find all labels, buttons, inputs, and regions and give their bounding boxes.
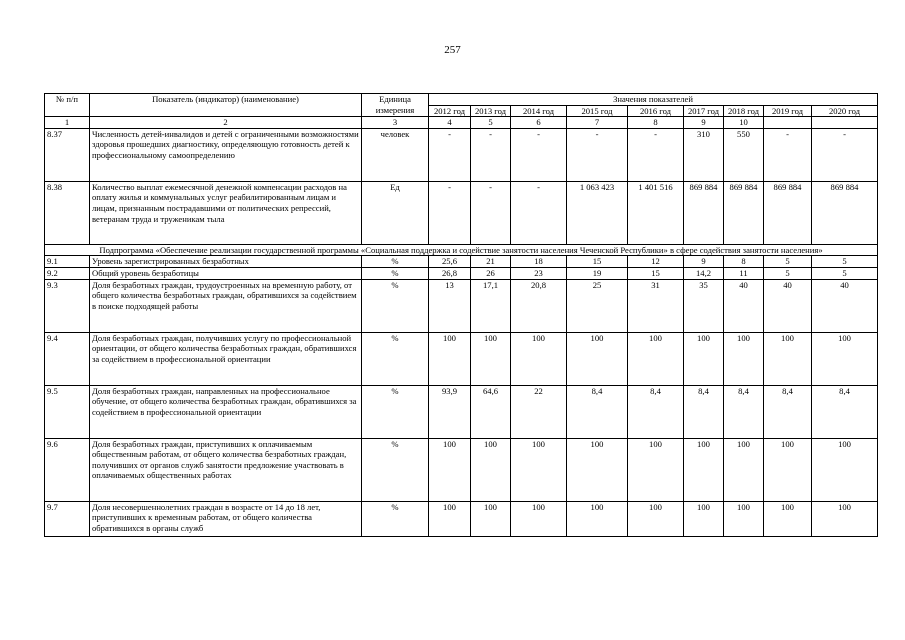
column-number bbox=[812, 117, 878, 129]
value-cell: 15 bbox=[628, 267, 684, 279]
column-number: 10 bbox=[724, 117, 764, 129]
value-cell: 100 bbox=[764, 501, 812, 536]
row-number: 8.38 bbox=[45, 181, 90, 244]
value-cell: 100 bbox=[429, 438, 471, 501]
column-number bbox=[764, 117, 812, 129]
value-cell: 12 bbox=[628, 256, 684, 268]
header-year: 2017 год bbox=[684, 105, 724, 117]
value-cell: 100 bbox=[567, 438, 628, 501]
value-cell: 100 bbox=[684, 438, 724, 501]
header-values: Значения показателей bbox=[429, 94, 878, 106]
header-year: 2019 год bbox=[764, 105, 812, 117]
value-cell: - bbox=[429, 128, 471, 181]
value-cell: 1 401 516 bbox=[628, 181, 684, 244]
table-row bbox=[45, 385, 878, 438]
value-cell: 8,4 bbox=[628, 385, 684, 438]
column-number: 6 bbox=[511, 117, 567, 129]
value-cell: - bbox=[628, 128, 684, 181]
value-cell: 100 bbox=[511, 332, 567, 385]
value-cell: 8,4 bbox=[724, 385, 764, 438]
unit-cell: Ед bbox=[362, 181, 429, 244]
unit-cell: % bbox=[362, 385, 429, 438]
row-number: 9.3 bbox=[45, 279, 90, 332]
row-number: 9.1 bbox=[45, 256, 90, 268]
value-cell: 100 bbox=[511, 501, 567, 536]
value-cell: - bbox=[511, 181, 567, 244]
column-number: 2 bbox=[90, 117, 362, 129]
value-cell: 100 bbox=[764, 332, 812, 385]
unit-cell: % bbox=[362, 438, 429, 501]
value-cell: 8,4 bbox=[764, 385, 812, 438]
value-cell: 100 bbox=[471, 438, 511, 501]
table-row bbox=[45, 332, 878, 385]
value-cell: 26,8 bbox=[429, 267, 471, 279]
value-cell: 100 bbox=[471, 332, 511, 385]
indicator-name: Доля несовершеннолетних граждан в возрасте от 14 до 18 лет, приступивших к временным работам, от общего количества обратившихся в органы служб bbox=[90, 501, 362, 536]
value-cell: 5 bbox=[812, 267, 878, 279]
value-cell: - bbox=[429, 181, 471, 244]
header-year: 2012 год bbox=[429, 105, 471, 117]
value-cell: 100 bbox=[684, 332, 724, 385]
value-cell: 1 063 423 bbox=[567, 181, 628, 244]
table-row bbox=[45, 256, 878, 268]
value-cell: 40 bbox=[812, 279, 878, 332]
value-cell: - bbox=[471, 181, 511, 244]
value-cell: 869 884 bbox=[812, 181, 878, 244]
value-cell: 8,4 bbox=[812, 385, 878, 438]
column-number: 7 bbox=[567, 117, 628, 129]
value-cell: 100 bbox=[684, 501, 724, 536]
column-number: 1 bbox=[45, 117, 90, 129]
value-cell: 100 bbox=[567, 501, 628, 536]
value-cell: 100 bbox=[429, 332, 471, 385]
value-cell: - bbox=[511, 128, 567, 181]
table-row bbox=[45, 128, 878, 181]
subprogram-section bbox=[45, 244, 878, 256]
value-cell: 9 bbox=[684, 256, 724, 268]
value-cell: 100 bbox=[724, 332, 764, 385]
value-cell: 21 bbox=[471, 256, 511, 268]
value-cell: 26 bbox=[471, 267, 511, 279]
column-number: 3 bbox=[362, 117, 429, 129]
value-cell: 5 bbox=[764, 256, 812, 268]
value-cell: 100 bbox=[812, 332, 878, 385]
value-cell: 100 bbox=[628, 438, 684, 501]
unit-cell: % bbox=[362, 267, 429, 279]
indicator-name: Уровень зарегистрированных безработных bbox=[90, 256, 362, 268]
row-number: 9.2 bbox=[45, 267, 90, 279]
value-cell: 25 bbox=[567, 279, 628, 332]
value-cell: 100 bbox=[764, 438, 812, 501]
indicator-name: Доля безработных граждан, приступивших к оплачиваемым общественным работам, от общего количества безработных граждан, получивших от органов служб занятости предложение участвовать в оплачиваемых общественных работах bbox=[90, 438, 362, 501]
indicator-name: Численность детей-инвалидов и детей с ограниченными возможностями здоровья прошедших диагностику, определяющую готовность детей к профессиональному самоопределению bbox=[90, 128, 362, 181]
indicator-name: Доля безработных граждан, направленных на профессиональное обучение, от общего количества безработных граждан, обратившихся за содействием в профессиональной ориентации bbox=[90, 385, 362, 438]
value-cell: 100 bbox=[628, 501, 684, 536]
page-number: 257 bbox=[444, 44, 461, 56]
table-row bbox=[45, 267, 878, 279]
header-year: 2016 год bbox=[628, 105, 684, 117]
value-cell: 64,6 bbox=[471, 385, 511, 438]
value-cell: - bbox=[471, 128, 511, 181]
table-row bbox=[45, 181, 878, 244]
value-cell: 869 884 bbox=[724, 181, 764, 244]
value-cell: 100 bbox=[471, 501, 511, 536]
value-cell: 100 bbox=[628, 332, 684, 385]
value-cell: 35 bbox=[684, 279, 724, 332]
table-row bbox=[45, 438, 878, 501]
indicator-name: Количество выплат ежемесячной денежной компенсации расходов на оплату жилья и коммунальных услуг реабилитированным лицам и лицам, признанным пострадавшими от политических репрессий, ветеранам труда и труженикам тыла bbox=[90, 181, 362, 244]
value-cell: 869 884 bbox=[684, 181, 724, 244]
value-cell: 31 bbox=[628, 279, 684, 332]
header-year: 2013 год bbox=[471, 105, 511, 117]
indicators-table bbox=[44, 93, 878, 537]
indicator-name: Доля безработных граждан, получивших услугу по профессиональной ориентации, от общего количества безработных граждан, обратившихся за содействием в профессиональной ориентации bbox=[90, 332, 362, 385]
value-cell: 17,1 bbox=[471, 279, 511, 332]
column-number: 4 bbox=[429, 117, 471, 129]
value-cell: 20,8 bbox=[511, 279, 567, 332]
value-cell: 13 bbox=[429, 279, 471, 332]
subprogram-row bbox=[45, 244, 878, 256]
value-cell: 100 bbox=[724, 501, 764, 536]
value-cell: 100 bbox=[567, 332, 628, 385]
value-cell: 310 bbox=[684, 128, 724, 181]
value-cell: 93,9 bbox=[429, 385, 471, 438]
indicator-name: Доля безработных граждан, трудоустроенных на временную работу, от общего количества безработных граждан, обратившихся за содействием в поиске подходящей работы bbox=[90, 279, 362, 332]
row-number: 9.7 bbox=[45, 501, 90, 536]
value-cell: - bbox=[812, 128, 878, 181]
table-body-b bbox=[45, 256, 878, 536]
header-year: 2018 год bbox=[724, 105, 764, 117]
header-row-1 bbox=[45, 94, 878, 106]
value-cell: 100 bbox=[812, 501, 878, 536]
header-year: 2015 год bbox=[567, 105, 628, 117]
header-year: 2020 год bbox=[812, 105, 878, 117]
unit-cell: человек bbox=[362, 128, 429, 181]
value-cell: 19 bbox=[567, 267, 628, 279]
row-number: 8.37 bbox=[45, 128, 90, 181]
value-cell: 100 bbox=[812, 438, 878, 501]
unit-cell: % bbox=[362, 501, 429, 536]
column-number: 9 bbox=[684, 117, 724, 129]
value-cell: - bbox=[764, 128, 812, 181]
value-cell: 40 bbox=[724, 279, 764, 332]
value-cell: - bbox=[567, 128, 628, 181]
row-number: 9.6 bbox=[45, 438, 90, 501]
value-cell: 100 bbox=[511, 438, 567, 501]
table-row bbox=[45, 501, 878, 536]
value-cell: 14,2 bbox=[684, 267, 724, 279]
value-cell: 869 884 bbox=[764, 181, 812, 244]
value-cell: 100 bbox=[724, 438, 764, 501]
value-cell: 18 bbox=[511, 256, 567, 268]
header-indicator: Показатель (индикатор) (наименование) bbox=[90, 94, 362, 117]
value-cell: 5 bbox=[812, 256, 878, 268]
unit-cell: % bbox=[362, 279, 429, 332]
value-cell: 25,6 bbox=[429, 256, 471, 268]
value-cell: 100 bbox=[429, 501, 471, 536]
column-number: 5 bbox=[471, 117, 511, 129]
column-number: 8 bbox=[628, 117, 684, 129]
row-number: 9.5 bbox=[45, 385, 90, 438]
table-body-a bbox=[45, 128, 878, 244]
table-row bbox=[45, 279, 878, 332]
value-cell: 22 bbox=[511, 385, 567, 438]
column-number-row bbox=[45, 117, 878, 129]
value-cell: 11 bbox=[724, 267, 764, 279]
value-cell: 8,4 bbox=[684, 385, 724, 438]
header-unit: Единица измерения bbox=[362, 94, 429, 117]
row-number: 9.4 bbox=[45, 332, 90, 385]
header-num: № п/п bbox=[45, 94, 90, 117]
subprogram-title: Подпрограмма «Обеспечение реализации государственной программы «Социальная поддержка и содействие занятости населения Чеченской Республики» в сфере содействия занятости населения» bbox=[45, 244, 878, 256]
value-cell: 8 bbox=[724, 256, 764, 268]
value-cell: 23 bbox=[511, 267, 567, 279]
value-cell: 15 bbox=[567, 256, 628, 268]
value-cell: 550 bbox=[724, 128, 764, 181]
value-cell: 8,4 bbox=[567, 385, 628, 438]
unit-cell: % bbox=[362, 332, 429, 385]
unit-cell: % bbox=[362, 256, 429, 268]
value-cell: 40 bbox=[764, 279, 812, 332]
header-year: 2014 год bbox=[511, 105, 567, 117]
indicator-name: Общий уровень безработицы bbox=[90, 267, 362, 279]
value-cell: 5 bbox=[764, 267, 812, 279]
